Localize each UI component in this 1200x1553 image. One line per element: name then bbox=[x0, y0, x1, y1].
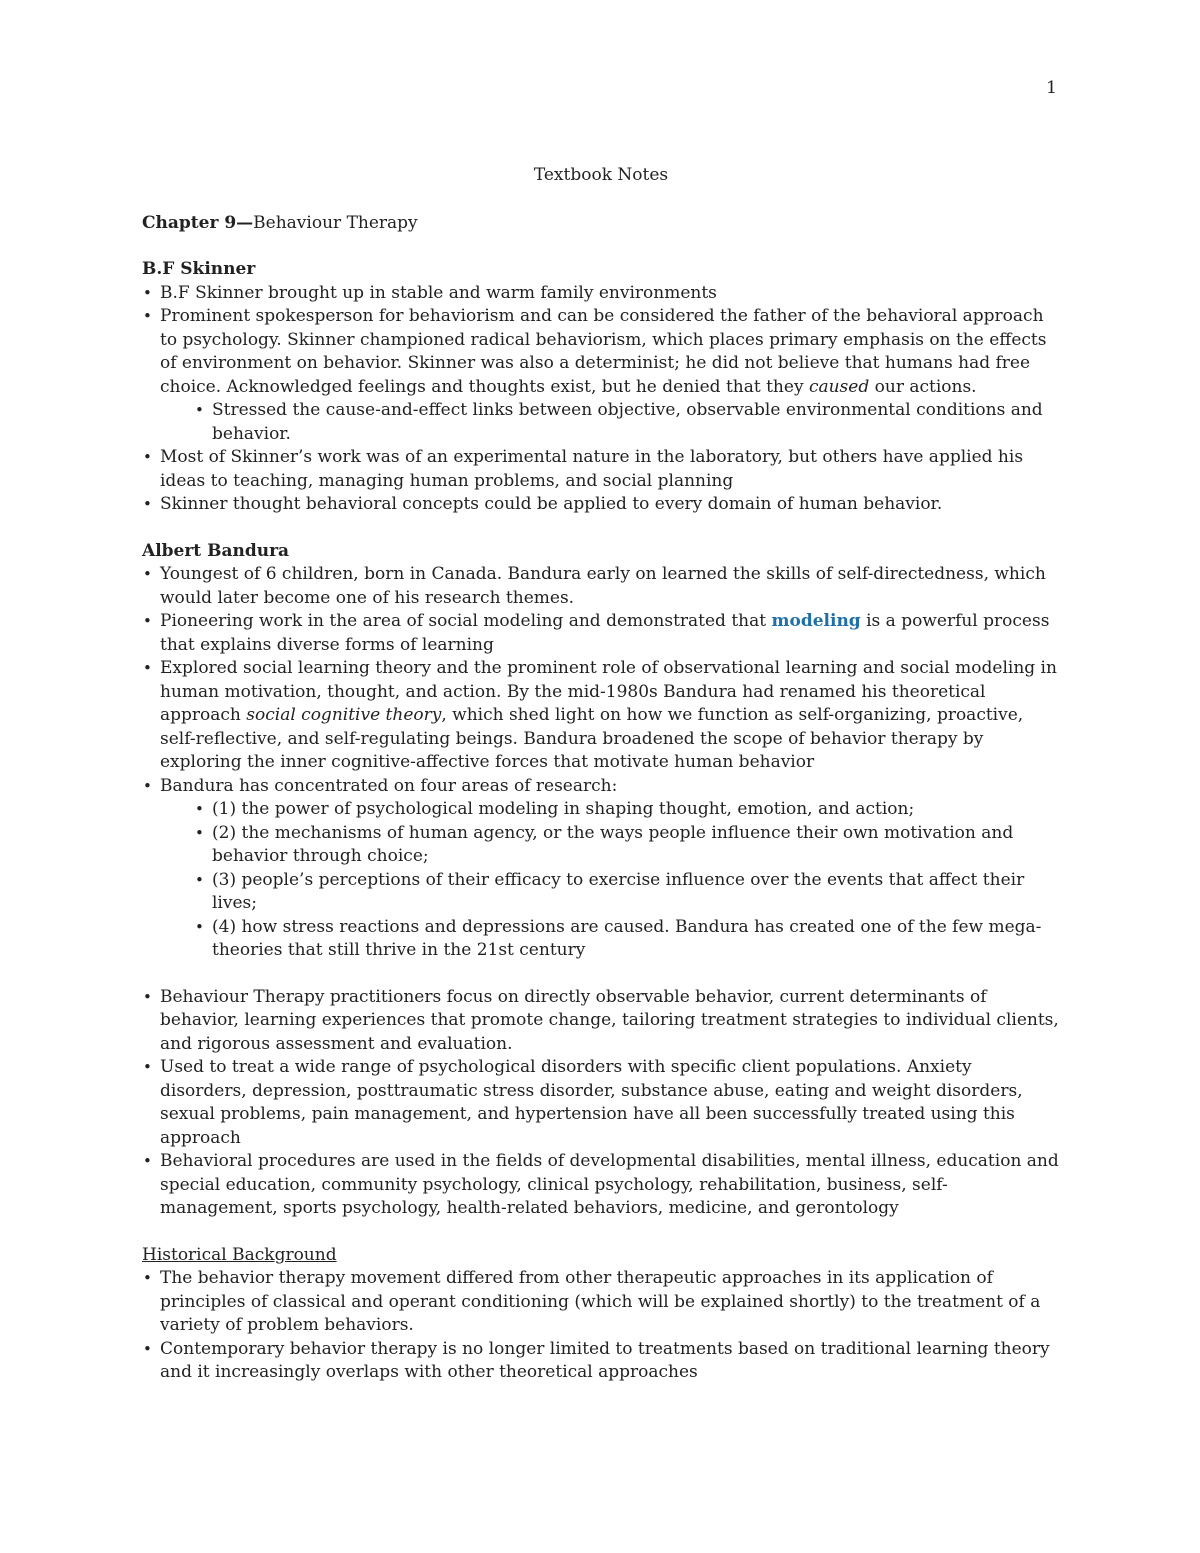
list-item bbox=[142, 1267, 1060, 1338]
list-item-text: Used to treat a wide range of psychological disorders with specific client populations. Anxiety disorders, depression, posttraumatic stress disorder, substance abuse, eating and weight disorders, sexual problems, pain management, and hypertension have all been successfully treated using this approach bbox=[160, 1057, 1023, 1148]
bandura-heading: Albert Bandura bbox=[142, 540, 290, 561]
list-item bbox=[142, 657, 1060, 775]
research-areas-list bbox=[194, 798, 1060, 963]
list-item bbox=[142, 1338, 1060, 1385]
skinner-list bbox=[142, 282, 1060, 517]
list-item-text: (1) the power of psychological modeling in shaping thought, emotion, and action; bbox=[212, 799, 915, 819]
list-item-text: is a powerful process that explains diverse forms of learning bbox=[160, 611, 1050, 655]
list-item-text: (2) the mechanisms of human agency, or the ways people influence their own motivation and behavior through choice; bbox=[212, 822, 1014, 866]
list-item-text: Most of Skinner’s work was of an experimental nature in the laboratory, but others have applied his ideas to teaching, managing human problems, and social planning bbox=[160, 447, 1024, 491]
sub-list-item bbox=[194, 822, 1060, 869]
historical-heading: Historical Background bbox=[142, 1244, 337, 1265]
emphasis-text: caused bbox=[808, 376, 870, 397]
list-item-text: (4) how stress reactions and depressions are caused. Bandura has created one of the few mega-theories that still thrive in the 21st century bbox=[212, 916, 1042, 960]
sub-list-item bbox=[194, 798, 1060, 822]
list-item bbox=[142, 563, 1060, 610]
page-number: 1 bbox=[1046, 78, 1057, 98]
chapter-name: Behaviour Therapy bbox=[253, 212, 418, 233]
list-item bbox=[142, 282, 1060, 306]
section-historical bbox=[142, 1244, 1060, 1385]
historical-list bbox=[142, 1267, 1060, 1385]
list-item bbox=[142, 305, 1060, 446]
list-item-text: Behavioral procedures are used in the fields of developmental disabilities, mental illness, education and special education, community psychology, clinical psychology, rehabilitation, business, self-management, sports psychology, health-related behaviors, medicine, and gerontology bbox=[160, 1151, 1059, 1218]
list-item-text: Explored social learning theory and the prominent role of observational learning and social modeling in human motivation, thought, and action. By the mid-1980s Bandura had renamed his theoretical approach bbox=[160, 658, 1057, 725]
document-title: Textbook Notes bbox=[533, 165, 669, 185]
list-item-text: Skinner thought behavioral concepts could be applied to every domain of human behavior. bbox=[160, 494, 943, 514]
chapter-dash: — bbox=[236, 212, 254, 233]
list-item-text: The behavior therapy movement differed from other therapeutic approaches in its application of principles of classical and operant conditioning (which will be explained shortly) to the treatment of a variety of problem behaviors. bbox=[160, 1268, 1041, 1335]
section-bandura bbox=[142, 540, 1060, 963]
key-term-modeling: modeling bbox=[771, 611, 861, 631]
list-item-text: Youngest of 6 children, born in Canada. Bandura early on learned the skills of self-directedness, which would later become one of his research themes. bbox=[160, 564, 1046, 608]
skinner-sublist bbox=[194, 399, 1060, 446]
list-item-text: Prominent spokesperson for behaviorism and can be considered the father of the behavioral approach to psychology. Skinner championed radical behaviorism, which places primary emphasis on the effects of environment on behavior. Skinner was also a determinist; he did not believe that humans had free choice. Acknowledged feelings and thoughts exist, but he denied that they bbox=[160, 306, 1047, 397]
list-item-text: Pioneering work in the area of social modeling and demonstrated that bbox=[160, 611, 772, 631]
list-item-text: B.F Skinner brought up in stable and warm family environments bbox=[160, 282, 717, 303]
list-item bbox=[142, 610, 1060, 657]
sub-list-item bbox=[194, 869, 1060, 916]
list-item-text: Stressed the cause-and-effect links between objective, observable environmental conditions and behavior. bbox=[212, 400, 1043, 444]
list-item bbox=[142, 986, 1060, 1057]
list-item bbox=[142, 1056, 1060, 1150]
document-body bbox=[142, 164, 1060, 1385]
list-item bbox=[142, 493, 1060, 517]
list-item-text: , which shed light on how we function as self-organizing, proactive, self-reflective, and self-regulating beings. Bandura broadened the scope of behavior therapy by exploring the inner cognitive-affective forces that motivate human behavior bbox=[160, 705, 1024, 772]
section-general bbox=[142, 986, 1060, 1221]
spacer bbox=[142, 963, 1060, 986]
general-list bbox=[142, 986, 1060, 1221]
sub-list-item bbox=[194, 916, 1060, 963]
list-item bbox=[142, 1150, 1060, 1221]
list-item-text: Bandura has concentrated on four areas of research: bbox=[160, 775, 618, 796]
list-item-text: Behaviour Therapy practitioners focus on directly observable behavior, current determinants of behavior, learning experiences that promote change, tailoring treatment strategies to individual clients, and rigorous assessment and evaluation. bbox=[160, 986, 1059, 1054]
section-skinner bbox=[142, 258, 1060, 517]
chapter-heading bbox=[142, 212, 1060, 236]
list-item-text: our actions. bbox=[869, 376, 977, 397]
chapter-label: Chapter 9 bbox=[142, 212, 237, 233]
skinner-heading: B.F Skinner bbox=[142, 259, 256, 279]
list-item bbox=[142, 446, 1060, 493]
sub-list-item bbox=[194, 399, 1060, 446]
bandura-list bbox=[142, 563, 1060, 963]
list-item-text: (3) people’s perceptions of their efficacy to exercise influence over the events that affect their lives; bbox=[212, 869, 1025, 913]
emphasis-text: social cognitive theory bbox=[246, 705, 442, 725]
list-item-text: Contemporary behavior therapy is no longer limited to treatments based on traditional learning theory and it increasingly overlaps with other theoretical approaches bbox=[160, 1338, 1050, 1382]
list-item bbox=[142, 775, 1060, 963]
